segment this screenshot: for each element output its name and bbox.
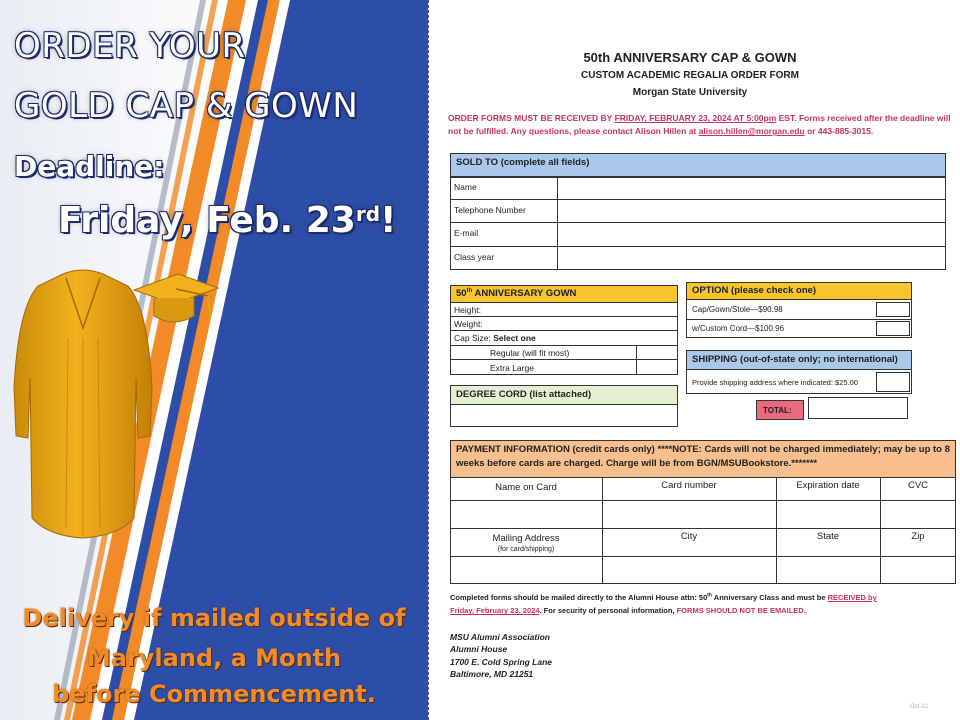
deadline-date-suffix: rd — [355, 202, 381, 226]
telephone-field[interactable] — [558, 200, 945, 222]
zip-field[interactable] — [881, 557, 955, 583]
weight-label: Weight: — [454, 319, 483, 329]
notice-phone: or 443-885-3015. — [804, 126, 874, 137]
address-line: Baltimore, MD 21251 — [450, 668, 534, 679]
option2-checkbox[interactable] — [876, 321, 910, 336]
headline-order-your: ORDER YOUR — [14, 26, 246, 66]
height-label: Height: — [454, 305, 481, 315]
revision-date: Oct-22 — [910, 704, 929, 710]
mailing-address-block — [450, 631, 552, 680]
class-year-field[interactable] — [558, 247, 945, 269]
row-line — [450, 330, 678, 331]
delivery-note-line3: before Commencement. — [52, 680, 376, 708]
mailing-instructions — [450, 591, 877, 617]
state-field[interactable] — [777, 557, 880, 583]
cvc-header: CVC — [907, 480, 929, 491]
shipping-text: Provide shipping address where indicated: $25.00 — [692, 378, 858, 387]
gown-header-sup: th — [466, 288, 473, 294]
payment-header-line2: weeks before cards are charged. Charge will be from BGN/MSUBookstore.******* — [456, 457, 818, 469]
form-title: 50th ANNIVERSARY CAP & GOWN — [583, 50, 797, 65]
expiration-header: Expiration date — [796, 480, 860, 491]
address-line: 1700 E. Cold Spring Lane — [450, 656, 553, 667]
mailing-address-subheader: (for card/shipping) — [497, 546, 555, 553]
notice-contact: not be fulfilled. Any questions, please contact Alison Hillen at — [448, 126, 699, 137]
footer-no-email: FORMS SHOULD NOT BE EMAILED. — [676, 606, 806, 616]
delivery-note-line1: Delivery if mailed outside of — [22, 604, 406, 632]
extra-large-checkbox[interactable] — [637, 360, 677, 374]
card-number-field[interactable] — [603, 501, 776, 528]
regular-label: Regular (will fit most) — [490, 348, 570, 358]
sold-to-header: SOLD TO (complete all fields) — [450, 153, 946, 177]
gown-header — [450, 285, 678, 303]
address-line: MSU Alumni Association — [450, 632, 550, 642]
option1-label: Cap/Gown/Stole—$90.98 — [692, 305, 783, 314]
gold-cap-image — [130, 268, 222, 330]
cap-size-label — [454, 333, 536, 343]
city-field[interactable] — [603, 557, 776, 583]
degree-cord-header: DEGREE CORD (list attached) — [450, 385, 678, 405]
footer-security: . For security of personal information, — [539, 606, 677, 616]
telephone-label: Telephone Number — [454, 205, 526, 215]
name-on-card-field[interactable] — [451, 501, 602, 528]
form-subtitle: CUSTOM ACADEMIC REGALIA ORDER FORM — [581, 70, 799, 81]
regular-checkbox[interactable] — [637, 346, 677, 359]
gown-header-text: ANNIVERSARY GOWN — [472, 288, 577, 300]
total-label: TOTAL: — [756, 400, 804, 420]
payment-header — [450, 440, 956, 478]
cap-size-text: Cap Size: — [454, 333, 494, 343]
notice-deadline: FRIDAY, FEBRUARY 23, 2024 AT 5:00pm — [614, 113, 777, 123]
delivery-note-line2: Maryland, a Month — [86, 644, 342, 672]
address-line: Alumni House — [450, 644, 508, 655]
shipping-header: SHIPPING (out-of-state only; no international) — [686, 350, 912, 370]
name-on-card-header: Name on Card — [495, 482, 557, 493]
mailing-address-field[interactable] — [451, 557, 602, 583]
expiration-field[interactable] — [777, 501, 880, 528]
email-field[interactable] — [558, 223, 945, 246]
zip-header: Zip — [911, 531, 925, 542]
payment-header-line1: PAYMENT INFORMATION (credit cards only) ****NOTE: Cards will not be charged immediately; may be up to 8 — [456, 444, 950, 455]
contact-email-link[interactable]: alison.hillen@morgan.edu — [698, 126, 805, 137]
option2-label: w/Custom Cord—$100.96 — [692, 324, 785, 333]
name-label: Name — [454, 182, 477, 192]
name-field[interactable] — [558, 178, 945, 199]
headline-deadline: Deadline: — [14, 150, 165, 183]
footer-deadline: Friday, February 23, 2024 — [450, 606, 540, 616]
form-university: Morgan State University — [632, 87, 748, 98]
deadline-date-exclaim: ! — [380, 200, 397, 241]
extra-large-label: Extra Large — [490, 363, 534, 373]
cvc-field[interactable] — [881, 501, 955, 528]
headline-deadline-date — [58, 200, 396, 241]
total-field[interactable] — [808, 397, 908, 419]
notice-text-2: EST. Forms received after the deadline will — [776, 113, 951, 123]
footer-received: RECEIVED by — [827, 593, 877, 602]
headline-gold-cap-gown: GOLD CAP & GOWN — [14, 86, 359, 126]
mailing-address-header: Mailing Address — [492, 533, 560, 544]
deadline-date-text: Friday, Feb. 23 — [58, 200, 356, 241]
row-line — [686, 319, 912, 320]
email-label: E-mail — [454, 228, 479, 238]
panel-divider — [428, 0, 429, 720]
option1-checkbox[interactable] — [876, 302, 910, 317]
footer-text: Completed forms should be mailed directly to the Alumni House attn: 50 — [450, 593, 708, 602]
order-form — [430, 0, 960, 720]
card-number-header: Card number — [661, 480, 717, 491]
state-header: State — [816, 531, 840, 542]
shipping-checkbox[interactable] — [876, 372, 910, 392]
notice-text: ORDER FORMS MUST BE RECEIVED BY — [448, 113, 615, 123]
cap-size-bold: Select one — [493, 333, 536, 343]
deadline-notice — [448, 112, 951, 138]
option-header: OPTION (please check one) — [686, 282, 912, 300]
footer-sup: th — [707, 592, 712, 599]
degree-cord-field[interactable] — [450, 405, 678, 427]
city-header: City — [680, 531, 698, 542]
class-year-label: Class year — [454, 252, 495, 262]
gown-header-num: 50 — [456, 288, 467, 300]
promo-panel — [0, 0, 428, 720]
row-line — [450, 316, 678, 317]
footer-text-2: Anniversary Class and must be — [712, 593, 828, 602]
